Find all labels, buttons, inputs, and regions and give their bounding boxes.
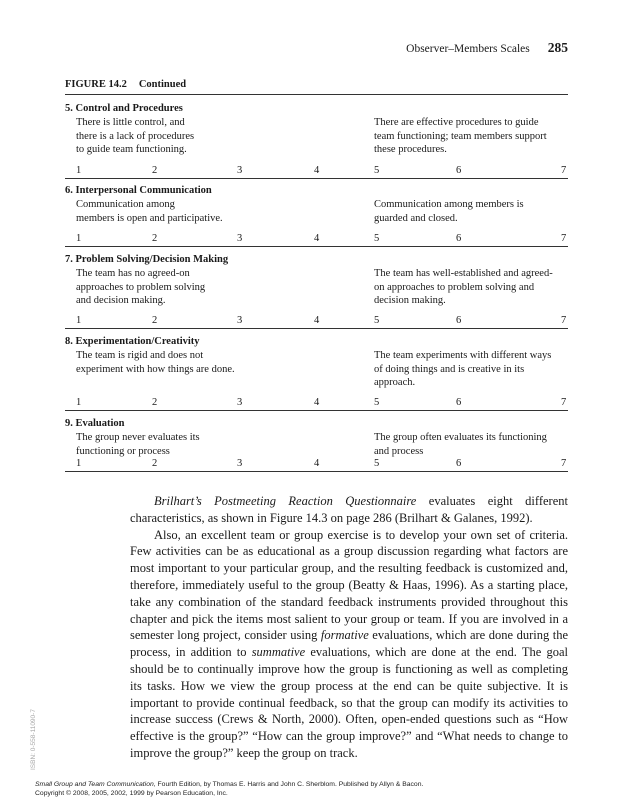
scale-point: 5 xyxy=(374,397,380,408)
right-anchor-line: decision making. xyxy=(374,295,446,306)
section-title: 6. Interpersonal Communication xyxy=(65,185,212,196)
rating-scale xyxy=(76,315,568,328)
running-head xyxy=(0,40,568,56)
right-anchor-line: these procedures. xyxy=(374,144,447,155)
scale-point: 6 xyxy=(456,458,462,469)
scale-point: 5 xyxy=(374,458,380,469)
right-anchor-line: team functioning; team members support xyxy=(374,130,547,142)
right-anchor-line: Communication among members is xyxy=(374,199,524,210)
body-text xyxy=(130,493,568,762)
scale-point: 3 xyxy=(237,397,243,408)
section-title: 9. Evaluation xyxy=(65,418,125,429)
scale-point: 4 xyxy=(314,315,320,326)
scale-point: 4 xyxy=(314,458,320,469)
left-anchor-line: approaches to problem solving xyxy=(76,281,206,293)
section-title: 7. Problem Solving/Decision Making xyxy=(65,254,229,265)
right-anchor-line: approach. xyxy=(374,377,416,388)
scale-point: 1 xyxy=(76,397,82,408)
scale-point: 1 xyxy=(76,165,82,176)
scale-point: 6 xyxy=(456,165,462,176)
left-anchor-line: Communication among xyxy=(76,199,175,210)
term-summative: summative xyxy=(251,645,306,660)
right-anchor-line: The group often evaluates its functioning xyxy=(374,432,547,443)
right-anchor-line: The team experiments with different ways xyxy=(374,350,552,361)
scale-point: 2 xyxy=(152,315,158,326)
section-title: 8. Experimentation/Creativity xyxy=(65,336,200,347)
left-anchor-line: There is little control, and xyxy=(76,117,185,128)
scale-rule xyxy=(65,178,568,179)
running-title: Observer–Members Scales xyxy=(406,43,530,55)
copyright-footer xyxy=(35,781,423,798)
right-anchor-line: on approaches to problem solving and xyxy=(374,281,535,293)
scale-point: 4 xyxy=(314,397,320,408)
scale-point: 7 xyxy=(561,165,567,176)
scale-point: 3 xyxy=(237,315,243,326)
scale-point: 3 xyxy=(237,165,243,176)
scale-point: 5 xyxy=(374,315,380,326)
isbn-watermark xyxy=(30,690,40,770)
left-anchor-line: and decision making. xyxy=(76,295,166,306)
term-formative: formative xyxy=(320,628,369,643)
scale-point: 2 xyxy=(152,397,158,408)
scale-rule xyxy=(65,328,568,329)
right-anchor-line: of doing things and is creative in its xyxy=(374,363,525,375)
left-anchor-line: there is a lack of procedures xyxy=(76,130,195,142)
left-anchor-line: functioning or process xyxy=(76,445,170,457)
footer-line-2: Copyright © 2008, 2005, 2002, 1999 by Pearson Education, Inc. xyxy=(35,789,228,797)
scale-point: 7 xyxy=(561,315,567,326)
scale-point: 2 xyxy=(152,165,158,176)
scale-point: 3 xyxy=(237,458,243,469)
footer-line-1 xyxy=(35,781,423,790)
scale-point: 6 xyxy=(456,233,462,244)
scale-rule xyxy=(65,471,568,472)
rating-scale xyxy=(76,233,568,246)
scale-point: 5 xyxy=(374,233,380,244)
scale-point: 2 xyxy=(152,458,158,469)
rating-scale xyxy=(76,165,568,178)
rating-scale xyxy=(76,458,568,471)
paragraph-2-text-b: evaluations, which are done during the process, in addition to xyxy=(130,628,568,660)
footer-citation: Fourth Edition, by Thomas E. Harris and John C. Sherblom. Published by Allyn & Bacon. xyxy=(155,781,424,788)
scale-point: 7 xyxy=(561,233,567,244)
left-anchor-line: experiment with how things are done. xyxy=(76,363,235,375)
figure-label xyxy=(65,79,186,90)
questionnaire-title: Brilhart’s Postmeeting Reaction Questionnaire xyxy=(154,494,417,508)
section-title: 5. Control and Procedures xyxy=(65,103,183,114)
scale-point: 4 xyxy=(314,233,320,244)
scale-rule xyxy=(65,410,568,411)
scale-point: 6 xyxy=(456,315,462,326)
paragraph-1 xyxy=(130,493,568,527)
scale-point: 1 xyxy=(76,233,82,244)
left-anchor-line: to guide team functioning. xyxy=(76,144,187,155)
paragraph-2-text-c: evaluations, which are done at the end. The goal should be to continually improve how the group is functioning as well as completing its tasks. How we view the group process at the end can be quite subjective. It is important to provide continual feedback, so that the group can modify its activities to increase success (Crews & North, 2000). Often, open-ended questions such as “How effective is the group?” “How can the group improve?” and “What needs to change to improve the group?” keep the group on track. xyxy=(130,645,568,760)
scale-point: 7 xyxy=(561,397,567,408)
scale-point: 1 xyxy=(76,458,82,469)
book-title: Small Group and Team Communication, xyxy=(35,781,156,788)
scale-point: 2 xyxy=(152,233,158,244)
scale-point: 7 xyxy=(561,458,567,469)
left-anchor-line: The team is rigid and does not xyxy=(76,350,204,361)
scale-rule xyxy=(65,246,568,247)
isbn-text: ISBN: 0-558-11090-7 xyxy=(30,709,37,770)
figure-number: FIGURE 14.2 xyxy=(65,79,127,90)
left-anchor-line: members is open and participative. xyxy=(76,212,223,224)
scale-point: 6 xyxy=(456,397,462,408)
scale-point: 1 xyxy=(76,315,82,326)
scale-point: 3 xyxy=(237,233,243,244)
figure-status: Continued xyxy=(138,79,187,90)
right-anchor-line: There are effective procedures to guide xyxy=(374,117,539,128)
right-anchor-line: The team has well-established and agreed- xyxy=(374,268,553,279)
figure-top-rule xyxy=(65,94,568,95)
right-anchor-line: and process xyxy=(374,445,424,457)
left-anchor-line: The group never evaluates its xyxy=(76,432,200,443)
rating-scale xyxy=(76,397,568,410)
scale-point: 4 xyxy=(314,165,320,176)
left-anchor-line: The team has no agreed-on xyxy=(76,268,190,279)
scale-point: 5 xyxy=(374,165,380,176)
paragraph-2-text-a: Also, an excellent team or group exercise is to develop your own set of criteria. Few activities can be as educational as a group discussion regarding what factors are most important to your particular group, and the resulting feedback is customized and, therefore, immediately useful to the group (Beatty & Haas, 1996). As a starting place, take any combination of the standard feedback instruments provided throughout this chapter and pick the items most salient to your group or team. If you are involved in a semester long project, consider using xyxy=(130,527,568,643)
paragraph-2 xyxy=(130,527,568,762)
right-anchor-line: guarded and closed. xyxy=(374,212,458,224)
page-number: 285 xyxy=(547,40,568,55)
paragraph-1-text: evaluates eight different characteristics, as shown in Figure 14.3 on page 286 (Brilhart & Galanes, 1992). xyxy=(130,494,568,525)
